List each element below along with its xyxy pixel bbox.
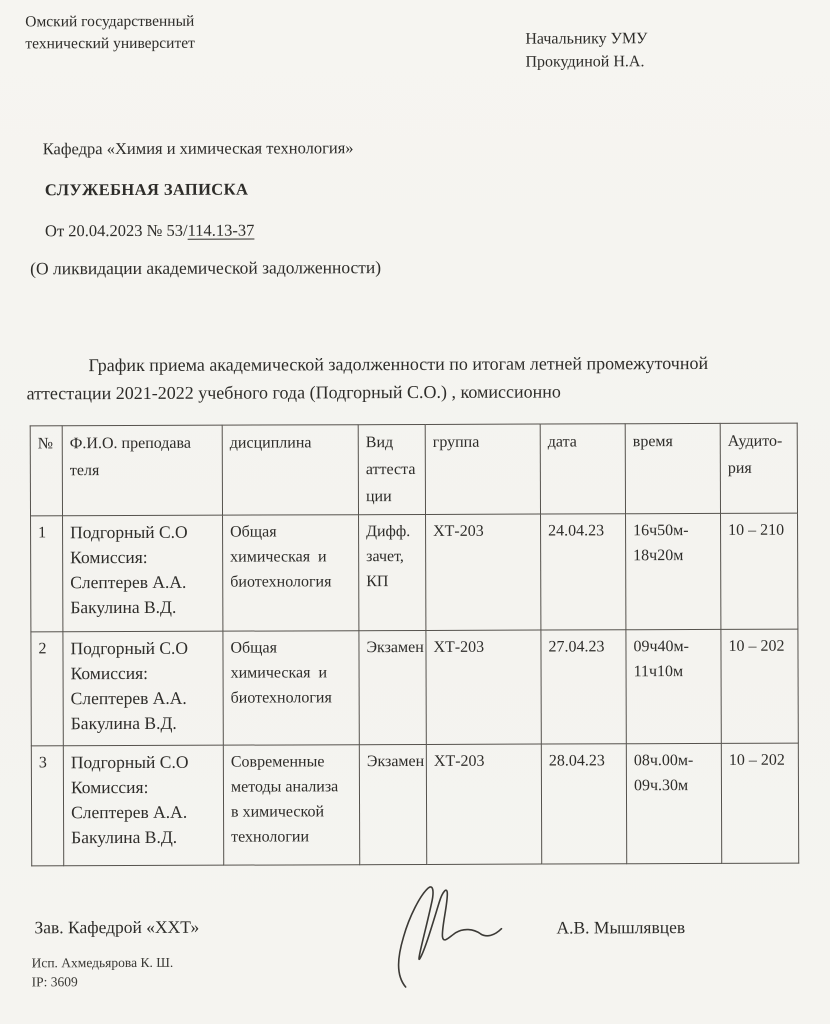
cell-teacher: Подгорный С.О Комиссия: Слептерев А.А. Бакулина В.Д. bbox=[63, 745, 223, 866]
header-cell-date: дата bbox=[540, 424, 625, 514]
signer-name: А.В. Мышлявцев bbox=[556, 917, 686, 938]
cell-teacher: Подгорный С.О Комиссия: Слептерев А.А. Бакулина В.Д. bbox=[63, 631, 223, 746]
cell-date: 24.04.23 bbox=[541, 514, 626, 630]
subject-line: (О ликвидации академической задолженности) bbox=[30, 257, 382, 279]
cell-number: 1 bbox=[31, 516, 63, 632]
header-cell-group: группа bbox=[425, 424, 540, 514]
cell-room: 10 – 202 bbox=[721, 629, 798, 743]
cell-assessment-type: Дифф. зачет, КП bbox=[359, 514, 426, 630]
handwritten-signature bbox=[389, 883, 519, 991]
signature-position-label: Зав. Кафедрой «ХХТ» bbox=[34, 916, 200, 938]
addressee: Начальнику УМУ Прокудиной Н.А. bbox=[525, 30, 648, 71]
header-cell-teacher: Ф.И.О. преподава теля bbox=[62, 425, 222, 516]
cell-discipline: Общая химическая и биотехнология bbox=[223, 515, 359, 631]
cell-group: ХТ-203 bbox=[426, 514, 541, 630]
cell-number: 3 bbox=[31, 746, 63, 866]
header-cell-room: Аудито- рия bbox=[720, 423, 797, 513]
cell-room: 10 – 210 bbox=[721, 513, 798, 629]
department-line: Кафедра «Химия и химическая технология» bbox=[42, 138, 354, 159]
cell-time: 09ч40м- 11ч10м bbox=[626, 629, 721, 743]
cell-time: 08ч.00м- 09ч.30м bbox=[626, 743, 721, 863]
header-cell-number: № bbox=[30, 426, 62, 516]
cell-discipline: Общая химическая и биотехнология bbox=[223, 631, 359, 745]
document-title: СЛУЖЕБНАЯ ЗАПИСКА bbox=[44, 179, 249, 200]
cell-group: ХТ-203 bbox=[426, 630, 541, 744]
header-cell-time: время bbox=[625, 423, 720, 513]
cell-date: 27.04.23 bbox=[541, 630, 626, 744]
schedule-table bbox=[30, 423, 800, 867]
cell-discipline: Современные методы анализа в химической технологии bbox=[223, 745, 359, 865]
cell-assessment-type: Экзамен bbox=[359, 744, 426, 864]
cell-teacher: Подгорный С.О Комиссия: Слептерев А.А. Бакулина В.Д. bbox=[63, 515, 223, 632]
date-line bbox=[45, 221, 254, 242]
table-header-row bbox=[30, 423, 797, 516]
registration-number: 114.13-37 bbox=[187, 220, 255, 240]
table-row bbox=[31, 513, 798, 632]
cell-room: 10 – 202 bbox=[721, 743, 798, 863]
body-paragraph: График приема академической задолженности по итогам летней промежуточной аттестации 2021-2022 учебного года (Подгорный С.О.) , комиссионно bbox=[26, 352, 709, 404]
header-cell-assessment-type: Вид аттеста ции bbox=[358, 424, 425, 514]
table-row bbox=[31, 743, 798, 866]
organization-name: Омский государственный технический университет bbox=[25, 12, 195, 53]
cell-date: 28.04.23 bbox=[541, 744, 626, 864]
header-cell-discipline: дисциплина bbox=[222, 425, 358, 515]
cell-assessment-type: Экзамен bbox=[359, 630, 426, 744]
executor-name: Исп. Ахмедьярова К. Ш. bbox=[31, 954, 174, 971]
cell-group: ХТ-203 bbox=[426, 744, 541, 864]
date-line-prefix: От 20.04.2023 № 53/ bbox=[44, 220, 188, 241]
executor-note bbox=[32, 953, 174, 991]
cell-time: 16ч50м- 18ч20м bbox=[626, 513, 721, 629]
table-row bbox=[31, 629, 798, 746]
executor-phone: IP: 3609 bbox=[31, 974, 78, 990]
cell-number: 2 bbox=[31, 632, 63, 746]
